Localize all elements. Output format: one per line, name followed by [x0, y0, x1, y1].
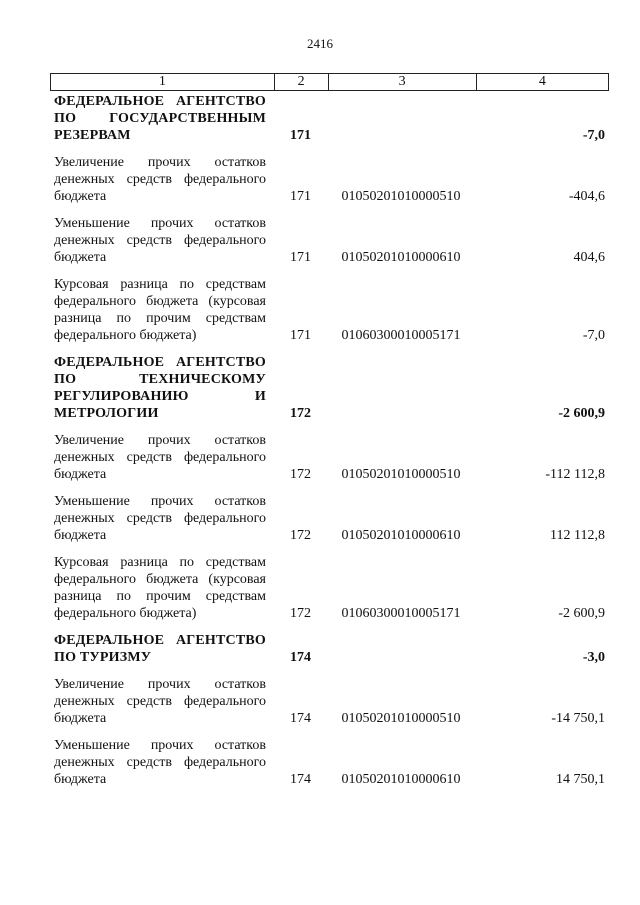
row-amount: -7,0 [582, 128, 605, 143]
row-code: 172 [290, 467, 311, 482]
row-code: 171 [290, 328, 311, 343]
row-kbk: 01050201010000510 [341, 467, 461, 482]
column-header-2: 2 [274, 74, 328, 90]
row-name: ФЕДЕРАЛЬНОЕ АГЕНТСТВО ПО ТЕХНИЧЕСКОМУ РЕГУЛИРОВАНИЮ И МЕТРОЛОГИИ [54, 355, 266, 421]
table-row [50, 554, 609, 622]
table-row [50, 493, 609, 544]
row-code: 174 [290, 711, 311, 726]
row-code: 171 [290, 189, 311, 204]
table-row [50, 676, 609, 727]
table-row [50, 276, 609, 344]
budget-table [50, 73, 609, 788]
row-amount: -3,0 [582, 650, 605, 665]
row-code: 172 [290, 606, 311, 621]
table-row-agency [50, 354, 609, 422]
table-header-row [50, 73, 609, 91]
table-row [50, 737, 609, 788]
column-header-3: 3 [328, 74, 476, 90]
row-name: ФЕДЕРАЛЬНОЕ АГЕНТСТВО ПО ТУРИЗМУ [54, 633, 266, 665]
row-amount: -2 600,9 [558, 406, 605, 421]
row-name: Уменьшение прочих остатков денежных средств федерального бюджета [54, 216, 266, 265]
row-name: ФЕДЕРАЛЬНОЕ АГЕНТСТВО ПО ГОСУДАРСТВЕННЫМ РЕЗЕРВАМ [54, 94, 266, 143]
table-row [50, 154, 609, 205]
row-amount: 112 112,8 [550, 528, 605, 543]
row-code: 174 [290, 650, 311, 665]
row-amount: -2 600,9 [558, 606, 605, 621]
row-name: Курсовая разница по средствам федерального бюджета (курсовая разница по прочим средствам федерального бюджета) [54, 277, 266, 343]
row-name: Увеличение прочих остатков денежных средств федерального бюджета [54, 155, 266, 204]
row-kbk: 01050201010000610 [341, 250, 461, 265]
row-code: 171 [290, 128, 311, 143]
table-row-agency [50, 93, 609, 144]
row-amount: 14 750,1 [556, 772, 605, 787]
column-header-1: 1 [50, 74, 274, 90]
row-name: Уменьшение прочих остатков денежных средств федерального бюджета [54, 494, 266, 543]
row-kbk: 01060300010005171 [341, 606, 461, 621]
page-number: 2416 [307, 36, 333, 51]
row-name: Увеличение прочих остатков денежных средств федерального бюджета [54, 433, 266, 482]
row-code: 174 [290, 772, 311, 787]
row-amount: -7,0 [582, 328, 605, 343]
row-kbk: 01050201010000610 [341, 528, 461, 543]
column-header-4: 4 [476, 74, 609, 90]
row-kbk: 01050201010000510 [341, 189, 461, 204]
row-amount: -404,6 [568, 189, 605, 204]
row-amount: -14 750,1 [551, 711, 605, 726]
table-row-agency [50, 632, 609, 666]
row-name: Уменьшение прочих остатков денежных средств федерального бюджета [54, 738, 266, 787]
row-name: Курсовая разница по средствам федерального бюджета (курсовая разница по прочим средствам федерального бюджета) [54, 555, 266, 621]
row-kbk: 01050201010000510 [341, 711, 461, 726]
row-kbk: 01060300010005171 [341, 328, 461, 343]
row-code: 172 [290, 406, 311, 421]
table-row [50, 215, 609, 266]
row-code: 172 [290, 528, 311, 543]
row-code: 171 [290, 250, 311, 265]
table-row [50, 432, 609, 483]
row-amount: -112 112,8 [545, 467, 605, 482]
row-kbk: 01050201010000610 [341, 772, 461, 787]
row-name: Увеличение прочих остатков денежных средств федерального бюджета [54, 677, 266, 726]
row-amount: 404,6 [573, 250, 605, 265]
